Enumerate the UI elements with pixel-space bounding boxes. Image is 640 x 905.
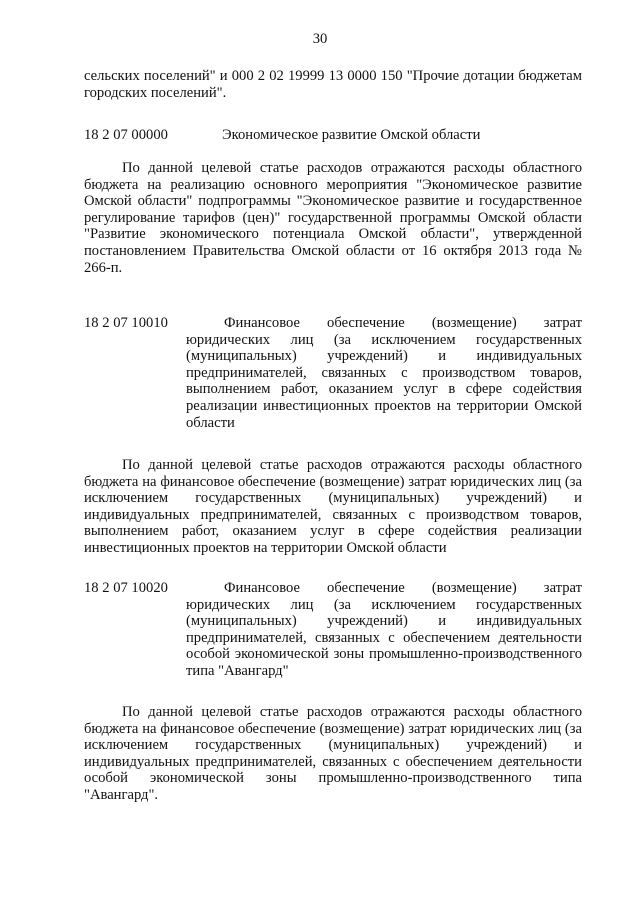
page-number: 30: [312, 31, 328, 47]
section-title: Финансовое обеспечение (возмещение) затрат юридических лиц (за исключением государственных (муниципальных) учреждений) и индивидуальных предпринимателей, связанных с обеспечением деятельности особой экономической зоны промышленно-производственного типа "Авангард": [186, 580, 582, 679]
section-description: По данной целевой статье расходов отражаются расходы областного бюджета на финансовое обеспечение (возмещение) затрат юридических лиц (за исключением государственных (муниципальных) учреждений) и индивидуальных предпринимателей, связанных с обеспечением деятельности особой экономической зоны промышленно-производственного типа "Авангард".: [84, 704, 582, 803]
section-code: 18 2 07 00000: [84, 127, 168, 143]
section-title: Финансовое обеспечение (возмещение) затрат юридических лиц (за исключением государственных (муниципальных) учреждений) и индивидуальных предпринимателей, связанных с производством товаров, выполнением работ, оказанием услуг в сфере содействия реализации инвестиционных проектов на территории Омской области: [186, 315, 582, 431]
section-title: Экономическое развитие Омской области: [222, 127, 481, 143]
section-description: По данной целевой статье расходов отражаются расходы областного бюджета на финансовое обеспечение (возмещение) затрат юридических лиц (за исключением государственных (муниципальных) учреждений) и индивидуальных предпринимателей, связанных с производством товаров, выполнением работ, оказанием услуг в сфере содействия реализации инвестиционных проектов на территории Омской области: [84, 457, 582, 556]
section-code: 18 2 07 10010: [84, 315, 168, 331]
intro-paragraph: сельских поселений" и 000 2 02 19999 13 0000 150 "Прочие дотации бюджетам городских поселений".: [84, 68, 582, 101]
section-description: По данной целевой статье расходов отражаются расходы областного бюджета на реализацию основного мероприятия "Экономическое развитие Омской области" подпрограммы "Экономическое развитие и государственное регулирование тарифов (цен)" государственной программы Омской области "Развитие экономического потенциала Омской области", утвержденной постановлением Правительства Омской области от 16 октября 2013 года № 266-п.: [84, 160, 582, 276]
section-code: 18 2 07 10020: [84, 580, 168, 596]
